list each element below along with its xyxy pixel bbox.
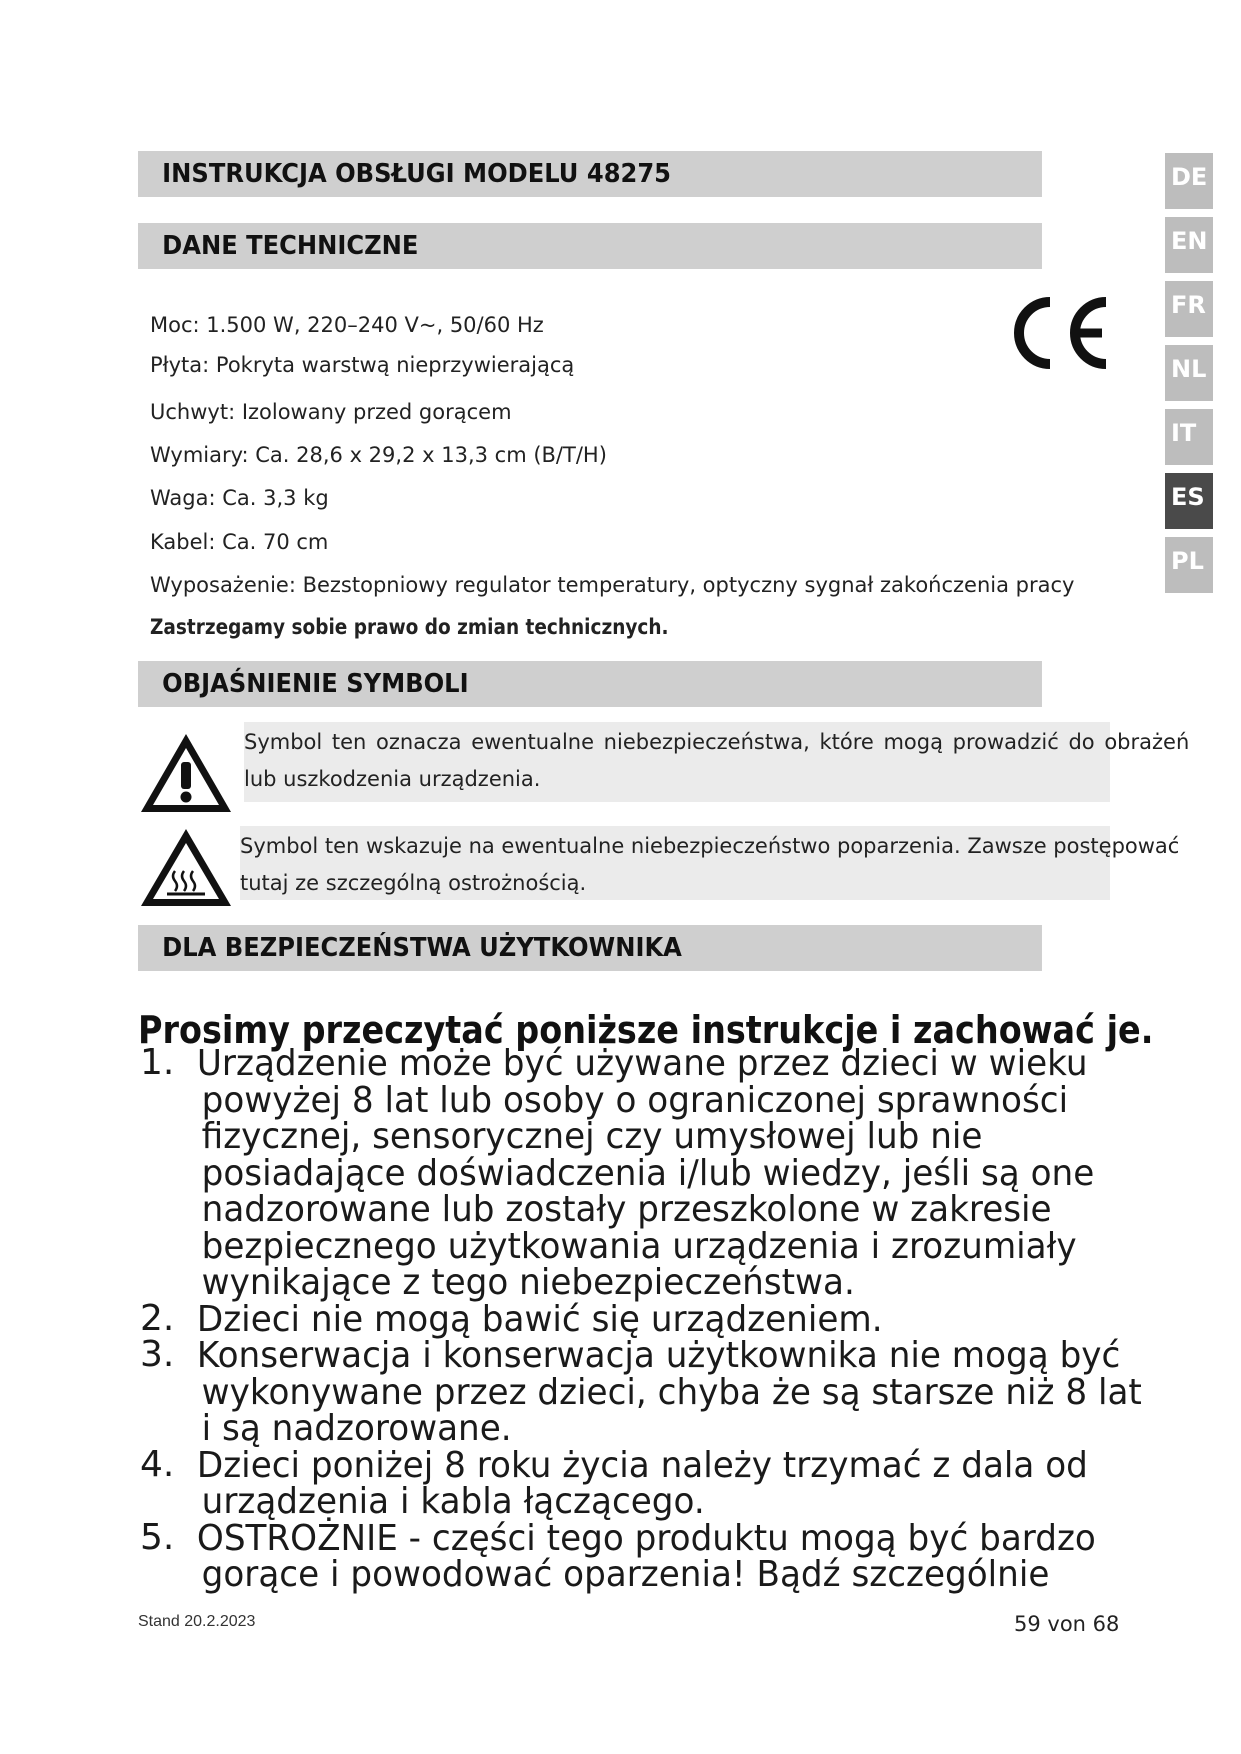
symbol-hot-line: tutaj ze szczególną ostrożnością. bbox=[240, 871, 587, 895]
safety-item-number: 3. bbox=[140, 1334, 175, 1375]
symbol-danger-text bbox=[244, 722, 1190, 802]
safety-item-number: 2. bbox=[140, 1297, 175, 1339]
language-tab-de[interactable]: DE bbox=[1165, 153, 1213, 209]
safety-item bbox=[138, 1042, 1138, 1303]
ce-mark-logo bbox=[1010, 292, 1114, 374]
safety-item-line: wynikające z tego niebezpieczeństwa. bbox=[201, 1262, 855, 1303]
specs-note: Zastrzegamy sobie prawo do zmian technicznych. bbox=[150, 615, 669, 639]
symbols-heading-bar bbox=[138, 661, 1042, 707]
manual-title-bar bbox=[138, 151, 1042, 197]
safety-item-line: posiadające doświadczenia i/lub wiedzy, jeśli są one bbox=[201, 1152, 1095, 1194]
symbol-danger-line: lub uszkodzenia urządzenia. bbox=[244, 767, 541, 791]
safety-item-line: Dzieci nie mogą bawić się urządzeniem. bbox=[196, 1298, 883, 1340]
tech-spec-line: Moc: 1.500 W, 220–240 V~, 50/60 Hz bbox=[150, 313, 544, 337]
page-number: 59 von 68 bbox=[1014, 1612, 1120, 1636]
safety-item-line: gorące i powodować oparzenia! Bądź szczególnie bbox=[201, 1554, 1050, 1595]
symbol-hot-text bbox=[240, 826, 1180, 900]
language-tab-en[interactable]: EN bbox=[1165, 217, 1213, 273]
language-tab-fr[interactable]: FR bbox=[1165, 281, 1213, 337]
safety-heading: DLA BEZPIECZEŃSTWA UŻYTKOWNIKA bbox=[162, 933, 682, 963]
safety-item-line: Dzieci poniżej 8 roku życia należy trzymać z dala od bbox=[196, 1444, 1088, 1486]
safety-item-number: 5. bbox=[140, 1516, 175, 1558]
safety-instructions-list bbox=[138, 1042, 1142, 1595]
safety-item-line: nadzorowane lub zostały przeszkolone w zakresie bbox=[201, 1189, 1052, 1230]
tech-data-heading-bar bbox=[138, 223, 1042, 269]
tech-data-heading: DANE TECHNICZNE bbox=[162, 231, 419, 261]
safety-intro: Prosimy przeczytać poniższe instrukcje i zachować je. bbox=[138, 1008, 1154, 1052]
safety-item-line: OSTROŻNIE - części tego produktu mogą być bardzo bbox=[196, 1517, 1096, 1559]
symbols-heading: OBJAŚNIENIE SYMBOLI bbox=[162, 669, 469, 699]
safety-item bbox=[138, 1516, 1138, 1595]
safety-item bbox=[138, 1443, 1138, 1522]
warning-exclamation-icon bbox=[138, 730, 234, 816]
symbol-danger-line: Symbol ten oznacza ewentualne niebezpieczeństwa, które mogą prowadzić do obrażeń bbox=[244, 730, 1190, 754]
tech-spec-line: Wyposażenie: Bezstopniowy regulator temperatury, optyczny sygnał zakończenia pracy bbox=[150, 573, 1075, 597]
language-tab-it[interactable]: IT bbox=[1165, 409, 1213, 465]
safety-item bbox=[138, 1334, 1142, 1449]
tech-spec-line: Kabel: Ca. 70 cm bbox=[150, 530, 329, 554]
safety-item-line: fizycznej, sensorycznej czy umysłowej lub nie bbox=[201, 1116, 983, 1157]
tech-spec-line: Płyta: Pokryta warstwą nieprzywierającą bbox=[150, 353, 575, 377]
document-stand-date: Stand 20.2.2023 bbox=[138, 1613, 256, 1630]
language-tab-nl[interactable]: NL bbox=[1165, 345, 1213, 401]
manual-title: INSTRUKCJA OBSŁUGI MODELU 48275 bbox=[162, 159, 671, 189]
tech-spec-line: Wymiary: Ca. 28,6 x 29,2 x 13,3 cm (B/T/H) bbox=[150, 443, 607, 467]
safety-item-line: wykonywane przez dzieci, chyba że są starsze niż 8 lat bbox=[201, 1371, 1142, 1413]
safety-item-number: 1. bbox=[140, 1042, 175, 1083]
safety-heading-bar bbox=[138, 925, 1042, 971]
safety-item-line: Urządzenie może być używane przez dzieci w wieku bbox=[196, 1043, 1088, 1084]
safety-item-line: bezpiecznego użytkowania urządzenia i zrozumiały bbox=[201, 1225, 1077, 1267]
safety-item-number: 4. bbox=[140, 1443, 175, 1485]
tech-spec-line: Waga: Ca. 3,3 kg bbox=[150, 486, 329, 510]
safety-item-line: powyżej 8 lat lub osoby o ograniczonej sprawności bbox=[201, 1079, 1069, 1121]
safety-item-line: urządzenia i kabla łączącego. bbox=[201, 1481, 705, 1522]
symbol-hot-line: Symbol ten wskazuje na ewentualne niebezpieczeństwo poparzenia. Zawsze postępować bbox=[240, 834, 1180, 858]
safety-item bbox=[138, 1297, 1138, 1340]
safety-item-line: Konserwacja i konserwacja użytkownika nie mogą być bbox=[196, 1335, 1121, 1376]
safety-item-line: i są nadzorowane. bbox=[201, 1408, 512, 1449]
language-tab-es[interactable]: ES bbox=[1165, 473, 1213, 529]
hot-surface-warning-icon bbox=[138, 826, 234, 910]
tech-spec-line: Uchwyt: Izolowany przed gorącem bbox=[150, 400, 512, 424]
language-tab-pl[interactable]: PL bbox=[1165, 537, 1213, 593]
